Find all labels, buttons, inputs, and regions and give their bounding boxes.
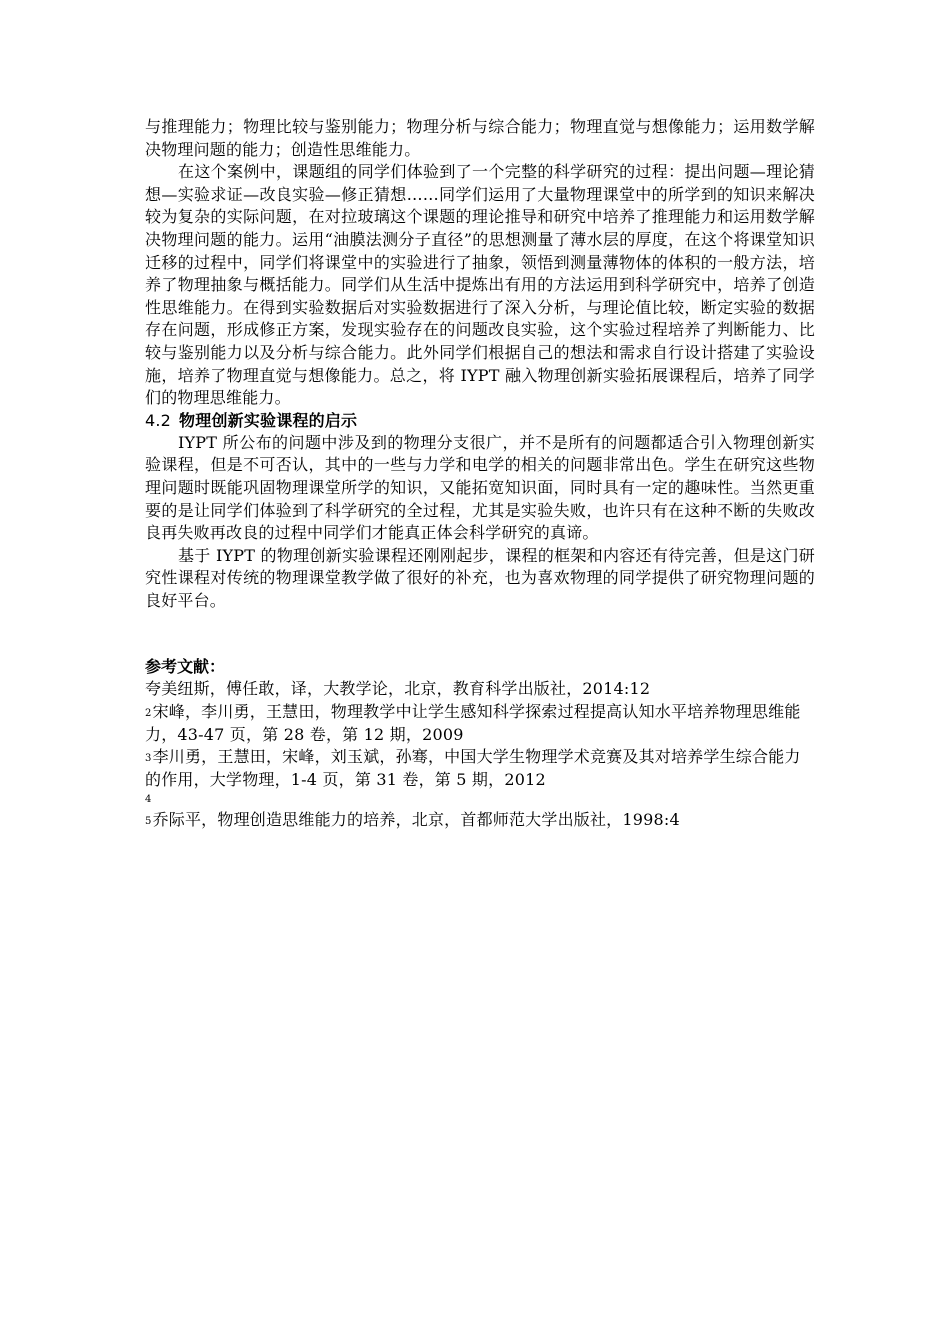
document-page bbox=[145, 116, 815, 832]
reference-item-2 bbox=[145, 701, 815, 746]
paragraph-iypt-problems: IYPT 所公布的问题中涉及到的物理分支很广，并不是所有的问题都适合引入物理创新实验课程，但是不可否认，其中的一些与力学和电学的相关的问题非常出色。学生在研究这些物理问题时既能巩固物理课堂所学的知识，又能拓宽知识面，同时具有一定的趣味性。当然更重要的是让同学们体验到了科学研究的全过程，尤其是实验失败，也许只有在这种不断的失败改良再失败再改良的过程中同学们才能真正体会科学研究的真谛。 bbox=[145, 432, 815, 543]
section-number: 4.2 bbox=[145, 410, 172, 430]
paragraph-case-summary: 在这个案例中，课题组的同学们体验到了一个完整的科学研究的过程：提出问题—理论猜想—实验求证—改良实验—修正猜想……同学们运用了大量物理课堂中的所学到的知识来解决较为复杂的实际问题，在对拉玻璃这个课题的理论推导和研究中培养了推理能力和运用数学解决物理问题的能力。运用“油膜法测分子直径”的思想测量了薄水层的厚度，在这个将课堂知识迁移的过程中，同学们将课堂中的实验进行了抽象，领悟到测量薄物体的体积的一般方法，培养了物理抽象与概括能力。同学们从生活中提炼出有用的方法运用到科学研究中，培养了创造性思维能力。在得到实验数据后对实验数据进行了深入分析，与理论值比较，断定实验的数据存在问题，形成修正方案，发现实验存在的问题改良实验，这个实验过程培养了判断能力、比较与鉴别能力以及分析与综合能力。此外同学们根据自己的想法和需求自行设计搭建了实验设施，培养了物理直觉与想像能力。总之，将 IYPT 融入物理创新实验拓展课程后，培养了同学们的物理思维能力。 bbox=[145, 162, 815, 408]
reference-text: 宋峰，李川勇，王慧田，物理教学中让学生感知科学探索过程提高认知水平培养物理思维能力，43-47 页，第 28 卷，第 12 期，2009 bbox=[145, 702, 801, 744]
reference-text: 乔际平，物理创造思维能力的培养，北京，首都师范大学出版社，1998:4 bbox=[152, 810, 680, 830]
paragraph-abilities-continued: 与推理能力；物理比较与鉴别能力；物理分析与综合能力；物理直觉与想像能力；运用数学解决物理问题的能力；创造性思维能力。 bbox=[145, 117, 815, 159]
reference-number: 5 bbox=[145, 816, 152, 828]
reference-number: 3 bbox=[145, 753, 152, 765]
reference-number: 2 bbox=[145, 708, 152, 720]
reference-item-4 bbox=[145, 791, 815, 809]
reference-text: 夸美纽斯，傅任敢，译，大教学论，北京，教育科学出版社，2014:12 bbox=[145, 679, 651, 699]
references-heading: 参考文献： bbox=[145, 657, 226, 677]
spacer bbox=[145, 612, 815, 656]
reference-number: 4 bbox=[145, 794, 152, 806]
reference-item-5 bbox=[145, 809, 815, 832]
reference-item-1 bbox=[145, 678, 815, 701]
paragraph-course-outlook: 基于 IYPT 的物理创新实验课程还刚刚起步，课程的框架和内容还有待完善，但是这门研究性课程对传统的物理课堂教学做了很好的补充，也为喜欢物理的同学提供了研究物理问题的良好平台。 bbox=[145, 545, 815, 610]
section-title: 物理创新实验课程的启示 bbox=[179, 410, 358, 430]
section-heading-4-2 bbox=[145, 410, 815, 432]
reference-item-3 bbox=[145, 746, 815, 791]
reference-text: 李川勇，王慧田，宋峰，刘玉斌，孙骞，中国大学生物理学术竞赛及其对培养学生综合能力的作用，大学物理，1-4 页，第 31 卷，第 5 期，2012 bbox=[145, 747, 801, 789]
